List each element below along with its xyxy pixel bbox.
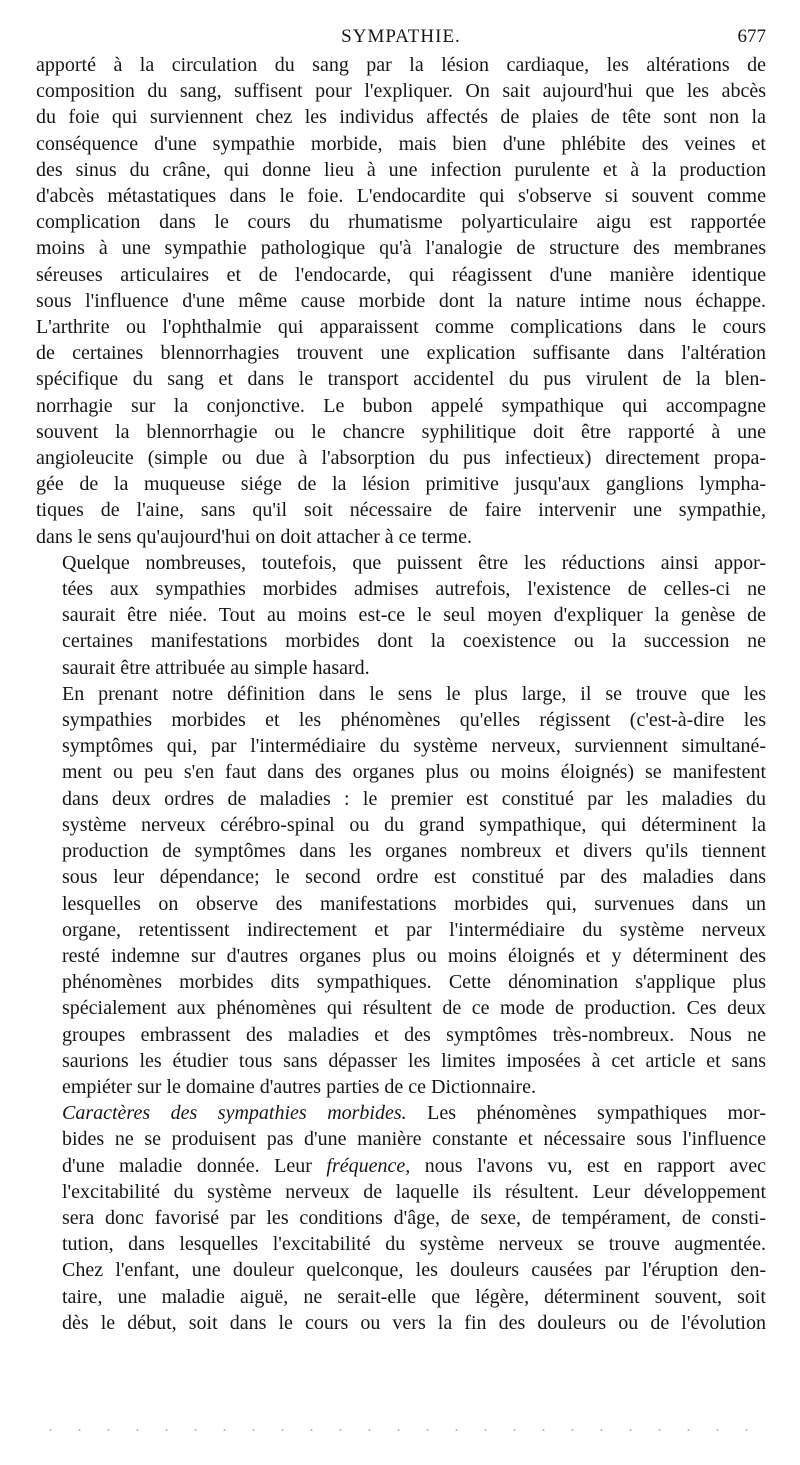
page [36,26,766,1336]
text-line: séreuses articulaires et de l'endocarde, qui réagissent d'une manière identique [36,263,766,286]
text-line: sera donc favorisé par les conditions d'âge, de sexe, de tempérament, de consti- [62,1206,766,1229]
text-line: spécialement aux phénomènes qui résultent de ce mode de production. Ces deux [62,997,766,1020]
text-line: complication dans le cours du rhumatisme polyarticulaire aigu est rapportée [36,211,766,234]
text-line: bides ne se produisent pas d'une manière constante et nécessaire sous l'influence [62,1128,766,1151]
text-line: composition du sang, suffisent pour l'expliquer. On sait aujourd'hui que les abcès [36,80,766,103]
text-line: gée de la muqueuse siége de la lésion primitive jusqu'aux ganglions lympha- [36,473,766,496]
text-line: saurait être attribuée au simple hasard. [62,656,370,679]
text-line: dans le sens qu'aujourd'hui on doit attacher à ce terme. [36,525,472,548]
text-line: taire, une maladie aiguë, ne serait-elle que légère, déterminent souvent, soit [62,1285,766,1308]
text-line: Chez l'enfant, une douleur quelconque, les douleurs causées par l'éruption den- [62,1259,766,1282]
text-line: ment ou peu s'en faut dans des organes plus ou moins éloignés) se manifestent [62,761,766,784]
body-text [36,52,766,1336]
text-line: d'abcès métastatiques dans le foie. L'endocardite qui s'observe si souvent comme [36,185,766,208]
text-line: tiques de l'aine, sans qu'il soit nécessaire de faire intervenir une sympathie, [36,499,766,522]
text-line: souvent la blennorrhagie ou le chancre syphilitique doit être rapporté à une [36,420,766,443]
text-line: spécifique du sang et dans le transport accidentel du pus virulent de la blen- [36,368,766,391]
text-line: phénomènes morbides dits sympathiques. Cette dénomination s'applique plus [62,971,766,994]
text-line: moins à une sympathie pathologique qu'à l'analogie de structure des membranes [36,237,766,260]
text-line: saurions les étudier tous sans dépasser les limites imposées à cet article et sans [62,1049,766,1072]
text-line: groupes embrassent des maladies et des symptômes très-nombreux. Nous ne [62,1023,766,1046]
text-line: symptômes qui, par l'intermédiaire du système nerveux, surviennent simultané- [62,735,766,758]
page-number: 677 [737,26,766,47]
text-line: organe, retentissent indirectement et par l'intermédiaire du système nerveux [62,918,766,941]
text-line: conséquence d'une sympathie morbide, mais bien d'une phlébite des veines et [36,132,766,155]
text-line: sous leur dépendance; le second ordre est constitué par des maladies dans [62,866,766,889]
paragraph-2 [36,550,766,681]
running-header [36,26,766,52]
text-line: production de symptômes dans les organes nombreux et divers qu'ils tiennent [62,840,766,863]
text-line: L'arthrite ou l'ophthalmie qui apparaissent comme complications dans le cours [36,316,766,339]
text-line: dès le début, soit dans le cours ou vers la fin des douleurs ou de l'évolution [62,1311,766,1334]
text-line: tution, dans lesquelles l'excitabilité du système nerveux se trouve augmentée. [62,1233,766,1256]
text-line: empiéter sur le domaine d'autres parties de ce Dictionnaire. [62,1075,536,1098]
text-line: norrhagie sur la conjonctive. Le bubon appelé sympathique qui accompagne [36,394,766,417]
running-title: SYMPATHIE. [341,26,461,47]
text-line: d'une maladie donnée. Leur fréquence, nous l'avons vu, est en rapport avec [62,1154,766,1177]
text-line: resté indemne sur d'autres organes plus ou moins éloignés et y déterminent des [62,944,766,967]
text-line: saurait être niée. Tout au moins est-ce le seul moyen d'expliquer la genèse de [62,604,766,627]
paragraph-1 [36,52,766,550]
text-line: En prenant notre définition dans le sens le plus large, il se trouve que les [62,682,766,705]
text-line: sous l'influence d'une même cause morbide dont la nature intime nous échappe. [36,289,766,312]
text-line: de certaines blennorrhagies trouvent une explication suffisante dans l'altération [36,342,766,365]
text-line: certaines manifestations morbides dont la coexistence ou la succession ne [62,630,766,653]
text-line: angioleucite (simple ou due à l'absorption du pus infectieux) directement propa- [36,447,766,470]
text-line: des sinus du crâne, qui donne lieu à une infection purulente et à la production [36,158,766,181]
text-line: Quelque nombreuses, toutefois, que puissent être les réductions ainsi appor- [62,551,766,574]
paragraph-4 [36,1100,766,1336]
text-line: sympathies morbides et les phénomènes qu'elles régissent (c'est-à-dire les [62,709,766,732]
text-line: système nerveux cérébro-spinal ou du grand sympathique, qui déterminent la [62,813,766,836]
text-line: dans deux ordres de maladies : le premier est constitué par les maladies du [62,787,766,810]
bottom-dotted-rule [36,1428,766,1432]
italic-word: fréquence, [326,1154,411,1177]
text-line: tées aux sympathies morbides admises autrefois, l'existence de celles-ci ne [62,578,766,601]
text-line: l'excitabilité du système nerveux de laquelle ils résultent. Leur développement [62,1180,766,1203]
paragraph-4-first-line-rest: Les phénomènes sympathiques mor- [406,1102,766,1125]
text-line: apporté à la circulation du sang par la lésion cardiaque, les altérations de [36,54,766,76]
section-heading-italic: Caractères des sympathies morbides. [62,1102,407,1125]
paragraph-3 [36,681,766,1100]
text-line: lesquelles on observe des manifestations morbides qui, survenues dans un [62,892,766,915]
text-line: du foie qui surviennent chez les individus affectés de plaies de tête sont non la [36,106,766,129]
